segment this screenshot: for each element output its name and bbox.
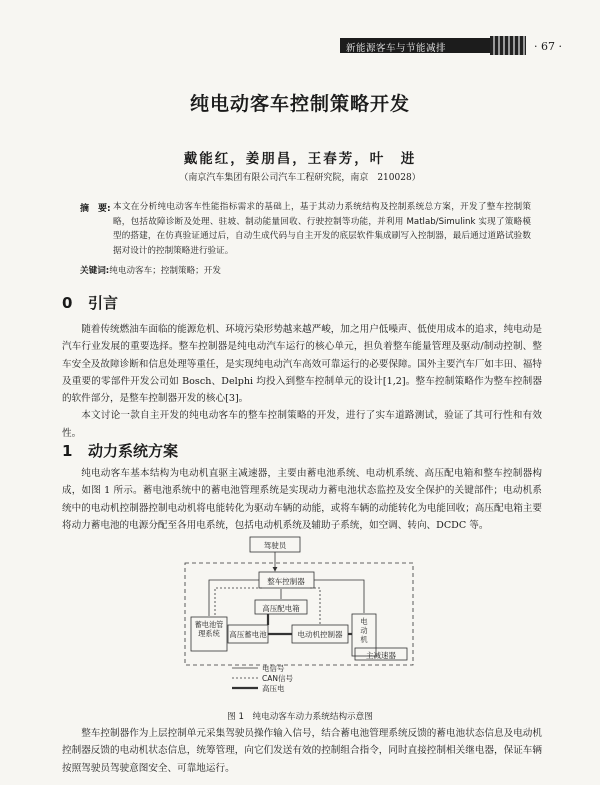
paragraph: 随着传统燃油车面临的能源危机、环境污染形势越来越严峻，加之用户低噪声、低使用成本的追求，纯电动是汽车行业发展的重要选择。整车控制器是纯电动汽车运行的核心单元，担负着整车能量管理及驱动/制动控制、整车安全及故障诊断和信息处理等重任，是实现纯电动汽车高效可靠运行的必要保障。国外主要汽车厂如丰田、福特及重要的零部件开发公司如 Bosch、Delphi 均投入到整车控制单元的设计[1,2]。整车控制策略作为整车控制器的软件部分，是整车控制器开发的核心[3]。 <box>62 324 542 405</box>
keywords-label: 关键词: <box>80 266 110 276</box>
node-label: 高压蓄电池 <box>229 630 267 639</box>
paragraph: 本文讨论一款自主开发的纯电动客车的整车控制策略的开发，进行了实车道路测试，验证了其可行性和有效性。 <box>62 410 542 439</box>
signal-line <box>314 580 364 613</box>
section-number: 0 <box>62 294 73 312</box>
legend-label: 电信号 <box>262 664 285 673</box>
section-number: 1 <box>62 442 73 460</box>
abstract-label: 摘 要: <box>80 204 111 214</box>
node-label: 整车控制器 <box>267 577 305 586</box>
authors: 戴能红，姜朋昌，王春芳，叶 进 <box>183 151 417 167</box>
signal-line <box>209 580 259 616</box>
node-label: 电动机控制器 <box>297 630 343 639</box>
page-number: · 67 · <box>534 40 562 53</box>
node-label: 高压配电箱 <box>262 604 300 613</box>
paper-title: 纯电动客车控制策略开发 <box>189 93 410 115</box>
after-figure-body <box>62 725 542 777</box>
journal-name: 新能源客车与节能减排 <box>346 43 447 54</box>
legend-label: 高压电 <box>262 684 285 693</box>
paragraph: 整车控制器作为上层控制单元采集驾驶员操作输入信号，结合蓄电池管理系统反馈的蓄电池状态信息及电动机控制器反馈的电动机状态信息，统筹管理，向它们发送有效的控制组合指令，同时直接控制相关继电器，保证车辆按照驾驶员驾驶意图安全、可靠地运行。 <box>62 728 542 774</box>
abstract-text: 本文在分析纯电动客车性能指标需求的基础上，基于其动力系统结构及控制系统总方案，开发了整车控制策略，包括故障诊断及处理、驻坡、制动能量回收、行驶控制等功能，并利用 Matlab/Simulink 实现了策略模型的搭建，在仿真验证通过后，自动生成代码与自主开发的底层软件集成刷写入控制器，最后通过道路试验数据对设计的控制策略进行验证。 <box>113 202 531 256</box>
node-label: 主减速器 <box>366 651 396 660</box>
keywords-text: 纯电动客车；控制策略；开发 <box>109 266 221 276</box>
affiliation: （南京汽车集团有限公司汽车工程研究院，南京 210028） <box>179 173 421 183</box>
legend-label: CAN信号 <box>262 674 293 683</box>
section-title: 动力系统方案 <box>88 442 179 460</box>
paragraph: 纯电动客车基本结构为电动机直驱主减速器，主要由蓄电池系统、电动机系统、高压配电箱和整车控制器构成，如图 1 所示。蓄电池系统中的蓄电池管理系统是实现动力蓄电池状态监控及安全保护的关键部件；电动机系统中的电动机控制器控制电动机将电能转化为驱动车辆的动能，或将车辆的动能转化为电能回收；高压配电箱主要将动力蓄电池的电源分配至各用电系统，包括电动机系统及辅助子系统，如空调、转向、DCDC 等。 <box>62 468 542 531</box>
figure-caption: 图 1 纯电动客车动力系统结构示意图 <box>227 712 373 722</box>
node-label: 驾驶员 <box>263 541 287 550</box>
node-label: 蓄电池管理系统 <box>194 620 224 638</box>
node-label: 电动机 <box>360 617 368 644</box>
can-line <box>310 588 320 624</box>
section-title: 引言 <box>88 294 119 312</box>
